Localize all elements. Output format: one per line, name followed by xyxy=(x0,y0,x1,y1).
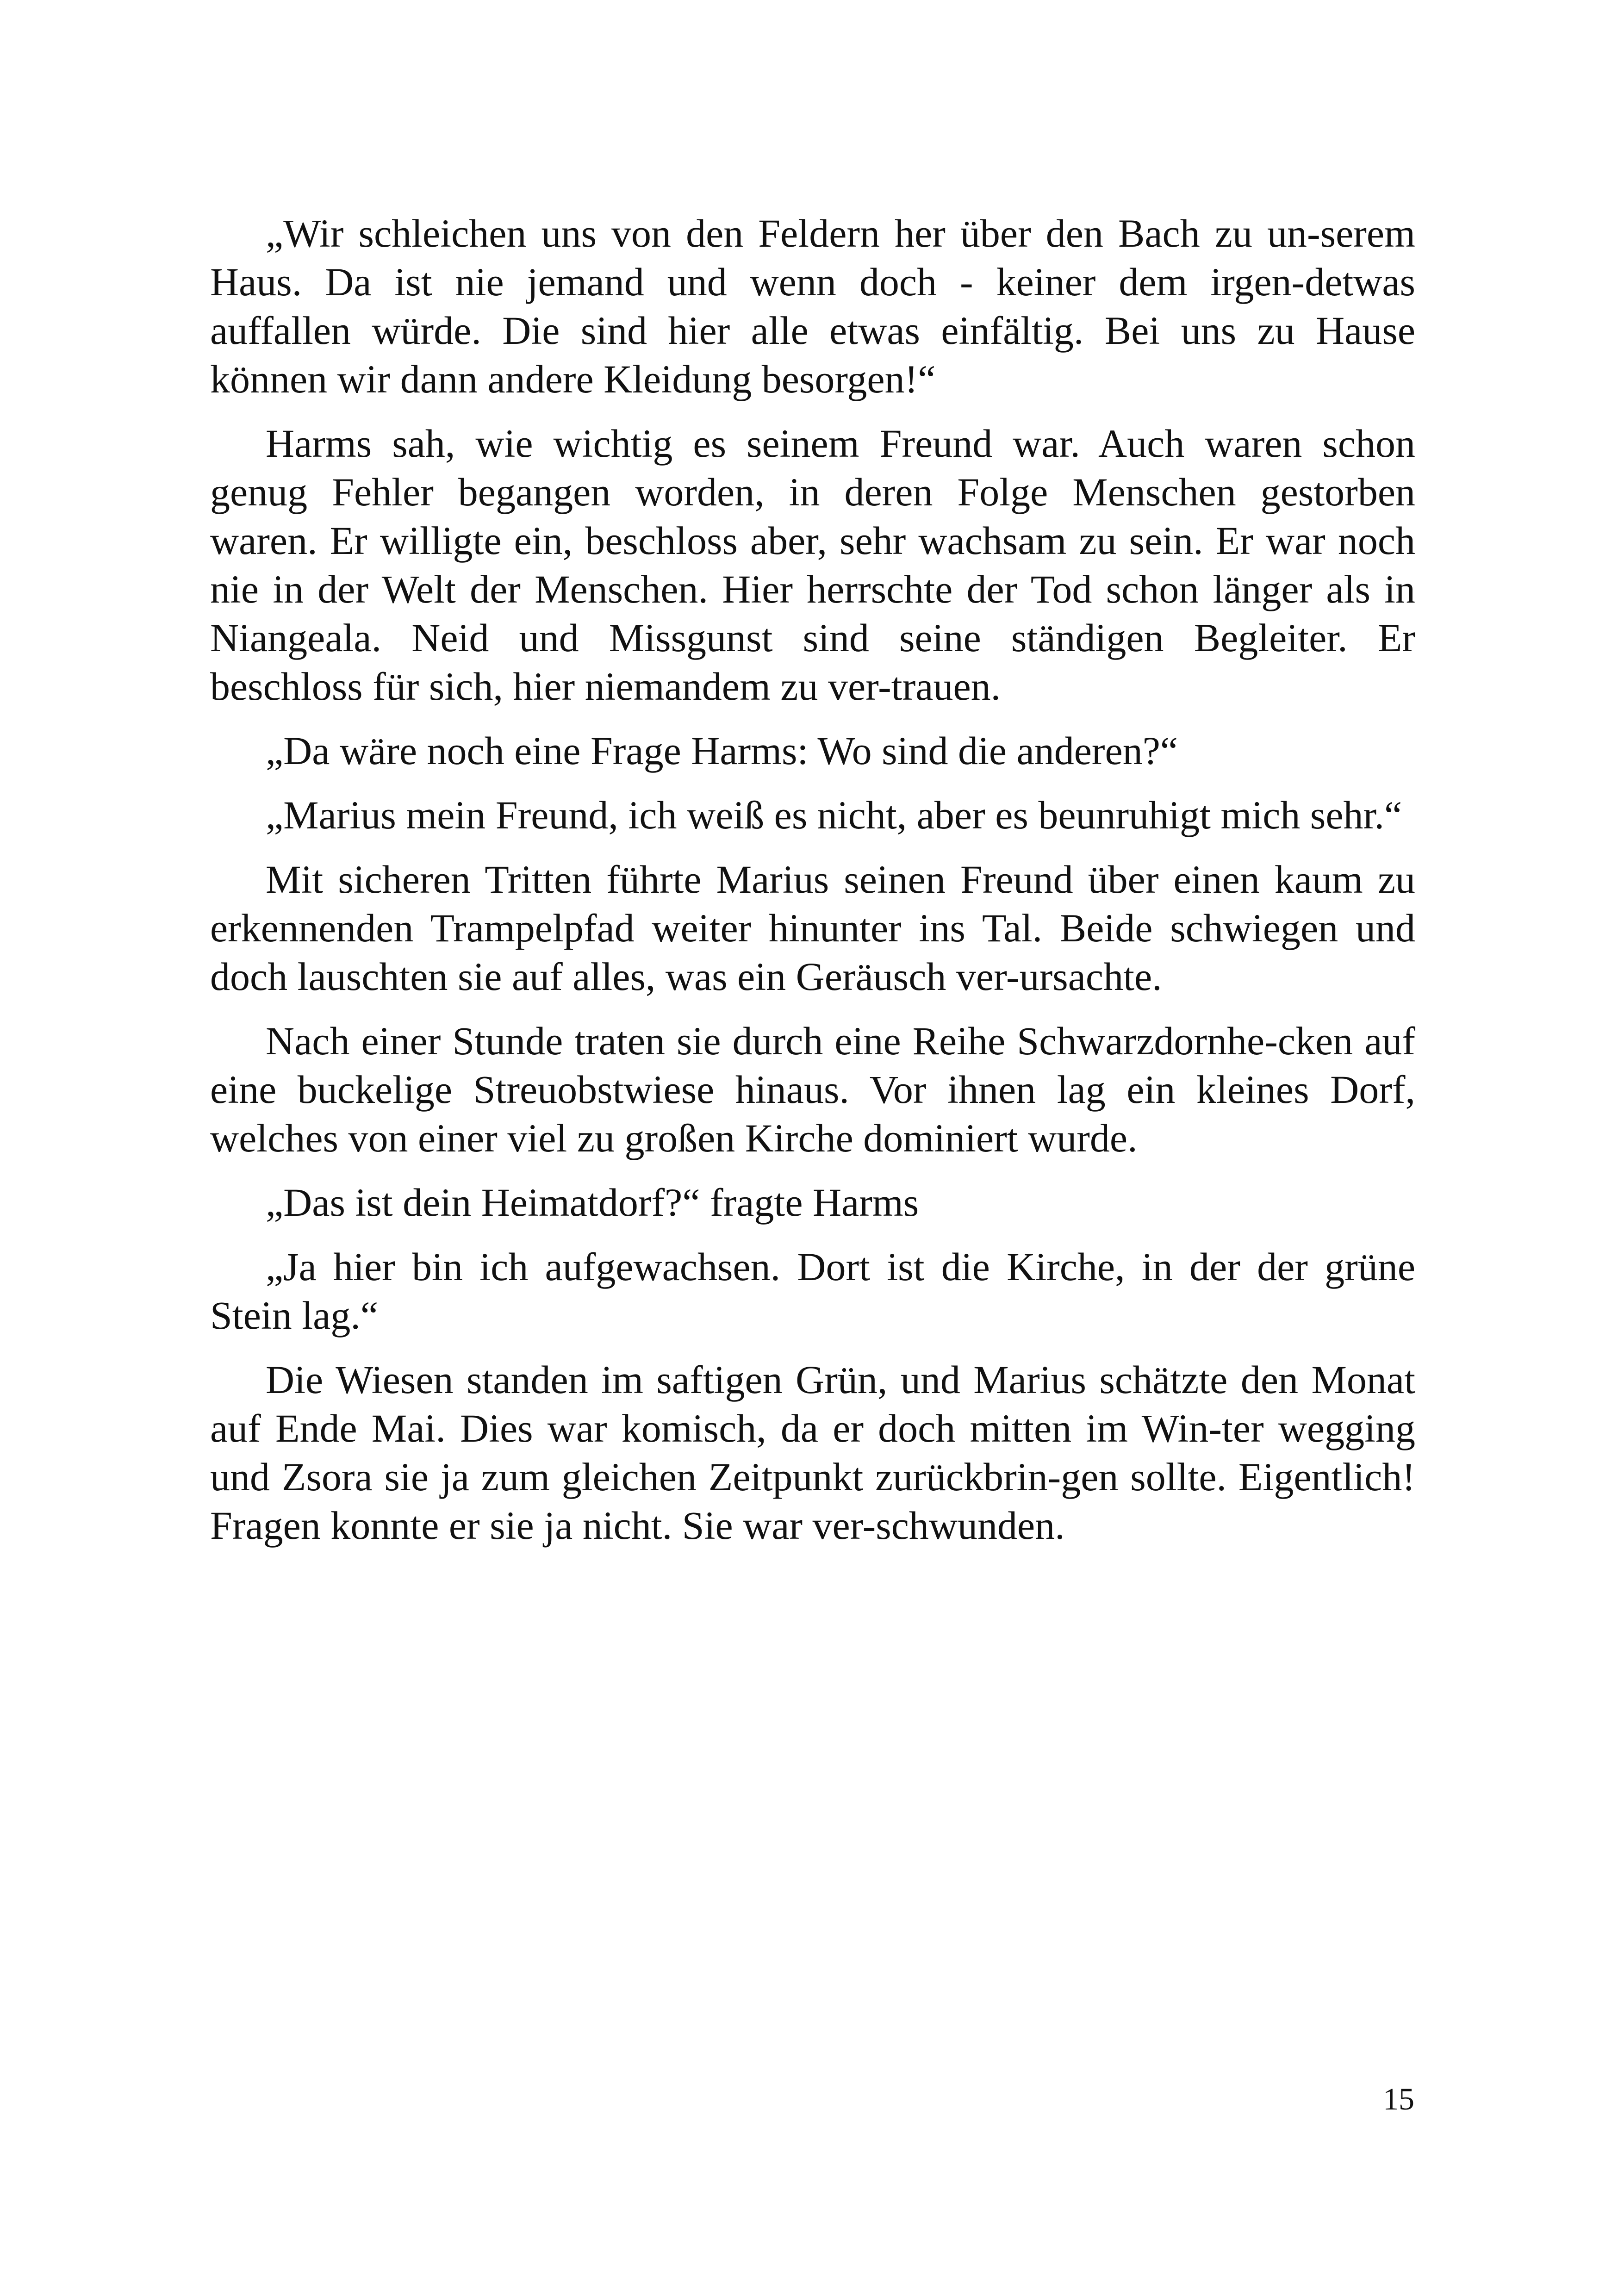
paragraph: „Da wäre noch eine Frage Harms: Wo sind die anderen?“ xyxy=(266,728,1178,773)
paragraph: Die Wiesen standen im saftigen Grün, und Marius schätzte den Monat auf Ende Mai. Dies war komisch, da er doch mitten im Win-ter wegging und Zsora sie ja zum gleichen Zeitpunkt zurückbrin-gen sollte. Eigentlich! Fragen konnte er sie ja nicht. Sie war ver-schwunden. xyxy=(210,1357,1415,1548)
paragraph: Nach einer Stunde traten sie durch eine Reihe Schwarzdornhe-cken auf eine buckelige Streuobstwiese hinaus. Vor ihnen lag ein kleines Dorf, welches von einer viel zu großen Kirche dominiert wurde. xyxy=(210,1019,1415,1160)
page-number: 15 xyxy=(1383,2081,1414,2116)
paragraph: „Marius mein Freund, ich weiß es nicht, aber es beunruhigt mich sehr.“ xyxy=(266,793,1402,837)
paragraph: „Ja hier bin ich aufgewachsen. Dort ist die Kirche, in der der grüne Stein lag.“ xyxy=(210,1244,1415,1338)
paragraph: „Das ist dein Heimatdorf?“ fragte Harms xyxy=(266,1180,919,1225)
paragraph: Harms sah, wie wichtig es seinem Freund war. Auch waren schon genug Fehler begangen worden, in deren Folge Menschen gestorben waren. Er willigte ein, beschloss aber, sehr wachsam zu sein. Er war noch nie in der Welt der Menschen. Hier herrschte der Tod schon länger als in Niangeala. Neid und Missgunst sind seine ständigen Begleiter. Er beschloss für sich, hier niemandem zu ver-trauen. xyxy=(210,421,1415,709)
paragraph: „Wir schleichen uns von den Feldern her über den Bach zu un-serem Haus. Da ist nie jemand und wenn doch - keiner dem irgen-detwas auffallen würde. Die sind hier alle etwas einfältig. Bei uns zu Hause können wir dann andere Kleidung besorgen!“ xyxy=(210,211,1415,401)
body-text xyxy=(210,209,1415,1566)
paragraph: Mit sicheren Tritten führte Marius seinen Freund über einen kaum zu erkennenden Trampelpfad weiter hinunter ins Tal. Beide schwiegen und doch lauschten sie auf alles, was ein Geräusch ver-ursachte. xyxy=(210,857,1415,999)
